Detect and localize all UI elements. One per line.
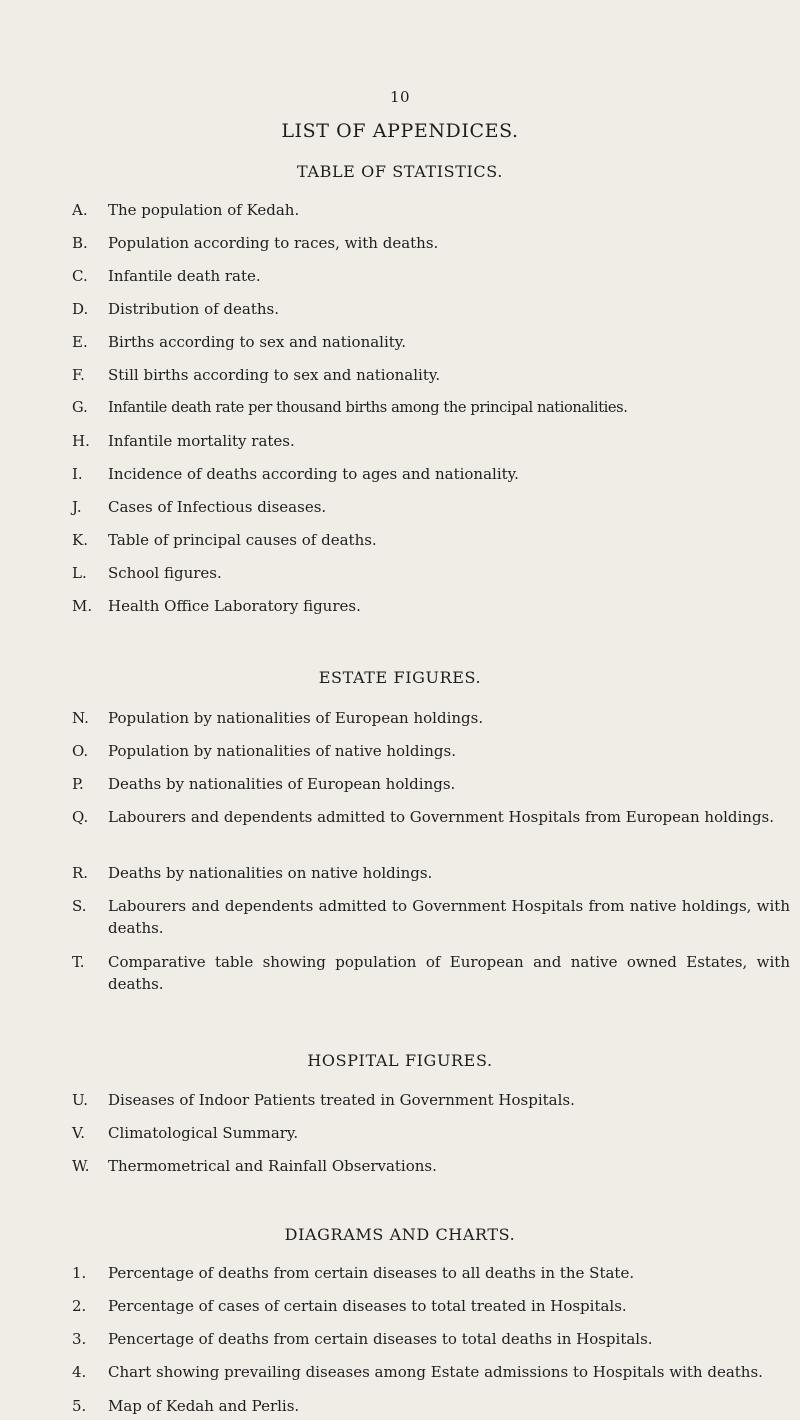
item-letter: C. xyxy=(72,267,88,285)
list-item xyxy=(72,496,792,518)
list-item xyxy=(72,265,792,287)
item-text: Population by nationalities of European holdings. xyxy=(108,709,484,727)
item-letter: 4. xyxy=(72,1363,87,1381)
list-item xyxy=(72,806,792,828)
list-item xyxy=(72,298,792,320)
list-item xyxy=(72,199,792,221)
item-text: Distribution of deaths. xyxy=(108,300,279,318)
list-item xyxy=(72,463,792,485)
item-letter: D. xyxy=(72,300,89,318)
item-text: Pencertage of deaths from certain diseases to total deaths in Hospitals. xyxy=(108,1330,653,1348)
list-item xyxy=(72,1361,792,1383)
item-text: The population of Kedah. xyxy=(108,201,300,219)
item-letter: W. xyxy=(72,1157,90,1175)
list-item xyxy=(72,1155,792,1177)
item-text: School figures. xyxy=(108,564,222,582)
list-item xyxy=(72,707,792,729)
item-text: Population by nationalities of native holdings. xyxy=(108,742,456,760)
item-letter: K. xyxy=(72,531,88,549)
list-item xyxy=(72,232,792,254)
item-text: Still births according to sex and nationality. xyxy=(108,366,441,384)
list-item xyxy=(72,1262,792,1284)
item-letter: L. xyxy=(72,564,87,582)
item-letter: F. xyxy=(72,366,85,384)
section-heading-diagrams: DIAGRAMS AND CHARTS. xyxy=(284,1225,516,1244)
item-text: Comparative table showing population of European and native owned Estates, with deaths. xyxy=(108,953,790,993)
item-letter: O. xyxy=(72,742,89,760)
item-text: Deaths by nationalities of European holdings. xyxy=(108,775,456,793)
item-text: Infantile mortality rates. xyxy=(108,432,295,450)
item-letter: M. xyxy=(72,597,93,615)
item-letter: Q. xyxy=(72,808,89,826)
item-letter: J. xyxy=(72,498,82,516)
item-letter: 2. xyxy=(72,1297,87,1315)
item-text: Population according to races, with deaths. xyxy=(108,234,439,252)
section-heading-estate: ESTATE FIGURES. xyxy=(318,668,482,687)
list-item xyxy=(72,895,792,939)
item-letter: I. xyxy=(72,465,83,483)
list-item xyxy=(72,1089,792,1111)
list-item xyxy=(72,529,792,551)
list-item xyxy=(72,430,792,452)
item-text: Climatological Summary. xyxy=(108,1124,299,1142)
item-letter: S. xyxy=(72,897,87,915)
item-letter: U. xyxy=(72,1091,89,1109)
item-text: Percentage of deaths from certain diseases to all deaths in the State. xyxy=(108,1264,635,1282)
section-heading-hospital: HOSPITAL FIGURES. xyxy=(307,1051,493,1070)
item-text: Health Office Laboratory figures. xyxy=(108,597,361,615)
item-text: Table of principal causes of deaths. xyxy=(108,531,377,549)
list-item xyxy=(72,862,792,884)
list-item xyxy=(72,1295,792,1317)
list-item xyxy=(72,562,792,584)
list-item xyxy=(72,951,792,995)
item-text: Deaths by nationalities on native holdings. xyxy=(108,864,433,882)
item-text: Labourers and dependents admitted to Government Hospitals from native holdings, with deaths. xyxy=(108,897,790,937)
list-item xyxy=(72,595,792,617)
item-letter: P. xyxy=(72,775,84,793)
list-item xyxy=(72,773,792,795)
section-heading-statistics: TABLE OF STATISTICS. xyxy=(297,162,503,181)
item-letter: G. xyxy=(72,399,88,416)
item-text: Map of Kedah and Perlis. xyxy=(108,1397,300,1415)
item-text: Infantile death rate. xyxy=(108,267,261,285)
item-letter: A. xyxy=(72,201,88,219)
list-item xyxy=(72,331,792,353)
item-letter: B. xyxy=(72,234,88,252)
item-letter: 3. xyxy=(72,1330,87,1348)
item-text: Percentage of cases of certain diseases to total treated in Hospitals. xyxy=(108,1297,627,1315)
item-letter: E. xyxy=(72,333,88,351)
item-letter: H. xyxy=(72,432,90,450)
item-text: Infantile death rate per thousand births among the principal nationalities. xyxy=(108,399,628,416)
item-letter: R. xyxy=(72,864,89,882)
item-letter: 5. xyxy=(72,1397,87,1415)
list-item xyxy=(72,397,792,419)
item-text: Births according to sex and nationality. xyxy=(108,333,407,351)
list-item xyxy=(72,364,792,386)
item-letter: 1. xyxy=(72,1264,87,1282)
item-text: Labourers and dependents admitted to Government Hospitals from European holdings. xyxy=(108,808,775,826)
list-item xyxy=(72,1328,792,1350)
item-text: Cases of Infectious diseases. xyxy=(108,498,327,516)
page-title: LIST OF APPENDICES. xyxy=(281,120,519,142)
list-item xyxy=(72,1122,792,1144)
list-item xyxy=(72,1396,792,1416)
item-letter: N. xyxy=(72,709,89,727)
item-letter: T. xyxy=(72,953,85,971)
item-text: Chart showing prevailing diseases among Estate admissions to Hospitals with deaths. xyxy=(108,1363,763,1381)
item-letter: V. xyxy=(72,1124,85,1142)
item-text: Thermometrical and Rainfall Observations. xyxy=(108,1157,437,1175)
item-text: Incidence of deaths according to ages and nationality. xyxy=(108,465,519,483)
page-number: 10 xyxy=(389,88,411,106)
list-item xyxy=(72,740,792,762)
item-text: Diseases of Indoor Patients treated in Government Hospitals. xyxy=(108,1091,575,1109)
